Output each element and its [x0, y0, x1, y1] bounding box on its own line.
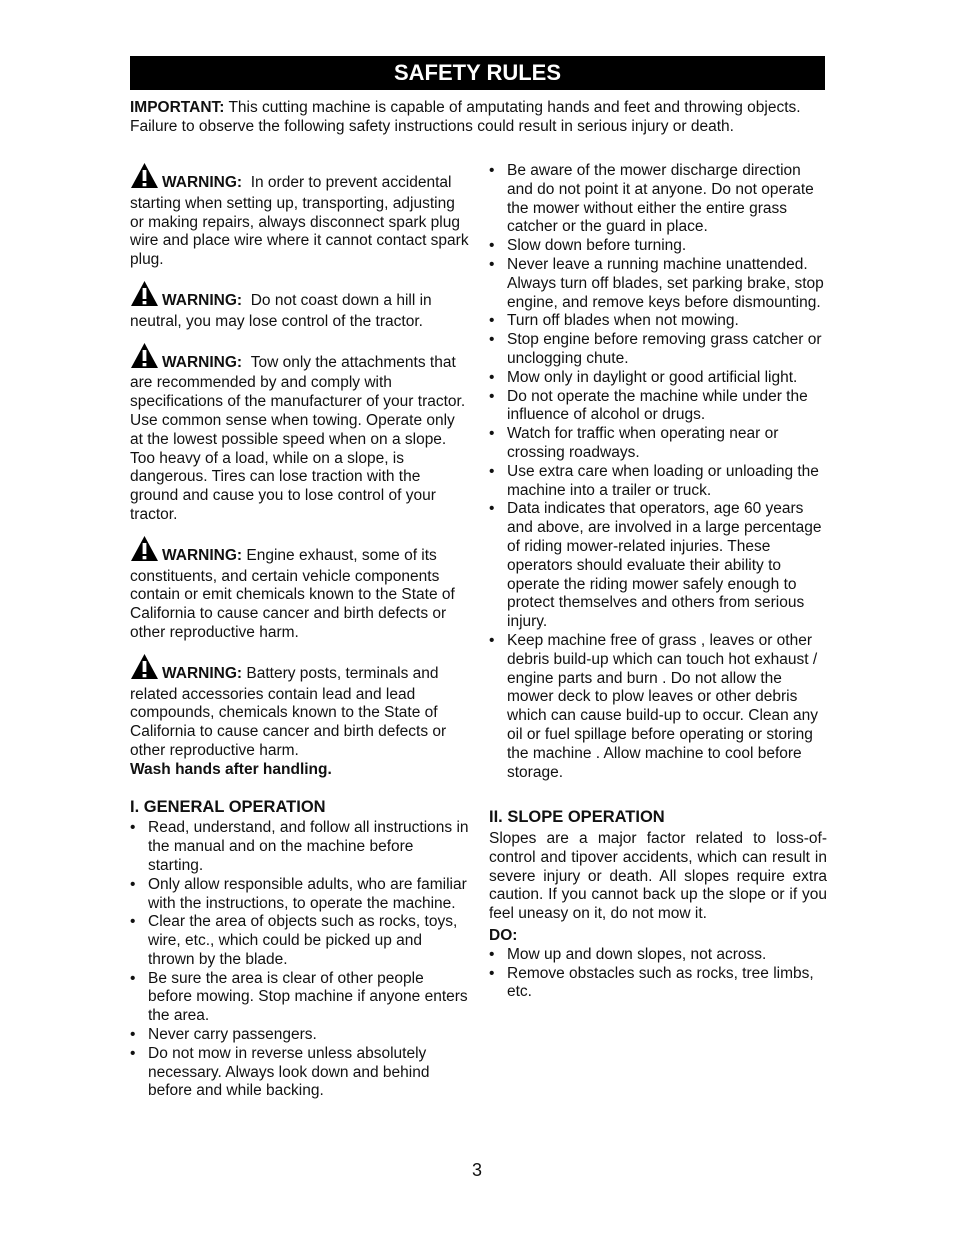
list-item: • Never leave a running machine unattended. Always turn off blades, set parking brake, stop engine, and remove keys before dismounting. — [489, 256, 827, 312]
warning-triangle-icon — [130, 535, 159, 568]
list-item: • Never carry passengers. — [130, 1026, 470, 1045]
list-item: • Stop engine before removing grass catcher or unclogging chute. — [489, 331, 827, 369]
do-label: DO: — [489, 927, 518, 945]
warning-text: In order to prevent accidental starting when setting up, transporting, adjusting or making repairs, always disconnect spark plug wire and place wire where it cannot contact spark plug. — [130, 174, 469, 269]
warning-text: Do not coast down a hill in neutral, you may lose control of the tractor. — [130, 291, 432, 330]
warning-label: WARNING: — [162, 291, 243, 309]
list-item: • Turn off blades when not mowing. — [489, 312, 827, 331]
warning-label: WARNING: — [162, 664, 243, 682]
warning-triangle-icon — [130, 162, 159, 195]
list-item: • Read, understand, and follow all instructions in the manual and on the machine before starting. — [130, 819, 470, 875]
warning-block — [130, 535, 470, 643]
page-title: SAFETY RULES — [130, 56, 825, 90]
warning-block — [130, 342, 470, 525]
left-column — [130, 162, 470, 1101]
important-label: IMPORTANT: — [130, 99, 225, 116]
general-operation-list — [130, 819, 470, 1101]
right-column — [489, 162, 827, 1002]
warning-text: Tow only the attachments that are recommended by and comply with specifications of the manufacturer of your tractor. Use common sense when towing. Operate only at the lowest possible speed when on a slope. Too heavy of a load, while on a slope, is dangerous. Tires can lose traction with the ground and cause you to lose control of your tractor. — [130, 353, 466, 523]
general-operation-list-continued — [489, 162, 827, 782]
list-item: • Do not operate the machine while under the influence of alcohol or drugs. — [489, 388, 827, 426]
important-notice — [130, 99, 825, 136]
warning-triangle-icon — [130, 280, 159, 313]
list-item: • Clear the area of objects such as rocks, toys, wire, etc., which could be picked up and thrown by the blade. — [130, 913, 470, 969]
list-item: • Mow only in daylight or good artificial light. — [489, 369, 827, 388]
list-item: • Remove obstacles such as rocks, tree limbs, etc. — [489, 965, 827, 1003]
list-item: • Watch for traffic when operating near or crossing roadways. — [489, 425, 827, 463]
do-list — [489, 946, 827, 1002]
warning-triangle-icon — [130, 342, 159, 375]
list-item: • Be sure the area is clear of other people before mowing. Stop machine if anyone enters the area. — [130, 970, 470, 1026]
section-heading: II. SLOPE OPERATION — [489, 808, 665, 827]
warning-block — [130, 653, 470, 780]
list-item: • Mow up and down slopes, not across. — [489, 946, 827, 965]
warning-label: WARNING: — [162, 353, 243, 371]
warning-tail: Wash hands after handling. — [130, 760, 332, 778]
list-item: • Only allow responsible adults, who are familiar with the instructions, to operate the machine. — [130, 876, 470, 914]
page-number: 3 — [471, 1160, 482, 1180]
warning-block — [130, 162, 470, 270]
list-item: • Be aware of the mower discharge direction and do not point it at anyone. Do not operate the mower without either the entire grass catcher or the guard in place. — [489, 162, 827, 237]
list-item: • Keep machine free of grass , leaves or other debris build-up which can touch hot exhaust / engine parts and burn . Do not allow the mower deck to plow leaves or other debris which can cause build-up to occur. Clean any oil or fuel spillage before operating or storing the machine . Allow machine to cool before storage. — [489, 632, 827, 782]
section-heading: I. GENERAL OPERATION — [130, 797, 326, 816]
list-item: • Use extra care when loading or unloading the machine into a trailer or truck. — [489, 463, 827, 501]
list-item: • Slow down before turning. — [489, 237, 827, 256]
warning-text: Battery posts, terminals and related accessories contain lead and lead compounds, chemicals known to the State of California to cause cancer and birth defects or other reproductive harm. — [130, 664, 447, 759]
slope-paragraph: Slopes are a major factor related to loss-of-control and tipover accidents, which can result in severe injury or death. All slopes require extra caution. If you cannot back up the slope or if you feel uneasy on it, do not mow it. — [489, 830, 827, 923]
warning-triangle-icon — [130, 653, 159, 686]
warning-label: WARNING: — [162, 546, 243, 564]
warning-block — [130, 280, 470, 332]
warning-text: Engine exhaust, some of its constituents, and certain vehicle components contain or emit chemicals known to the State of California to cause cancer and birth defects or other reproductive harm. — [130, 546, 455, 641]
list-item: • Do not mow in reverse unless absolutely necessary. Always look down and behind before and while backing. — [130, 1045, 470, 1101]
warning-label: WARNING: — [162, 174, 243, 191]
list-item: • Data indicates that operators, age 60 years and above, are involved in a large percentage of riding mower-related injuries. These operators should evaluate their ability to operate the riding mower safely enough to protect themselves and others from serious injury. — [489, 500, 827, 632]
important-text: This cutting machine is capable of amputating hands and feet and throwing objects. Failure to observe the following safety instructions could result in serious injury or death. — [130, 99, 801, 135]
